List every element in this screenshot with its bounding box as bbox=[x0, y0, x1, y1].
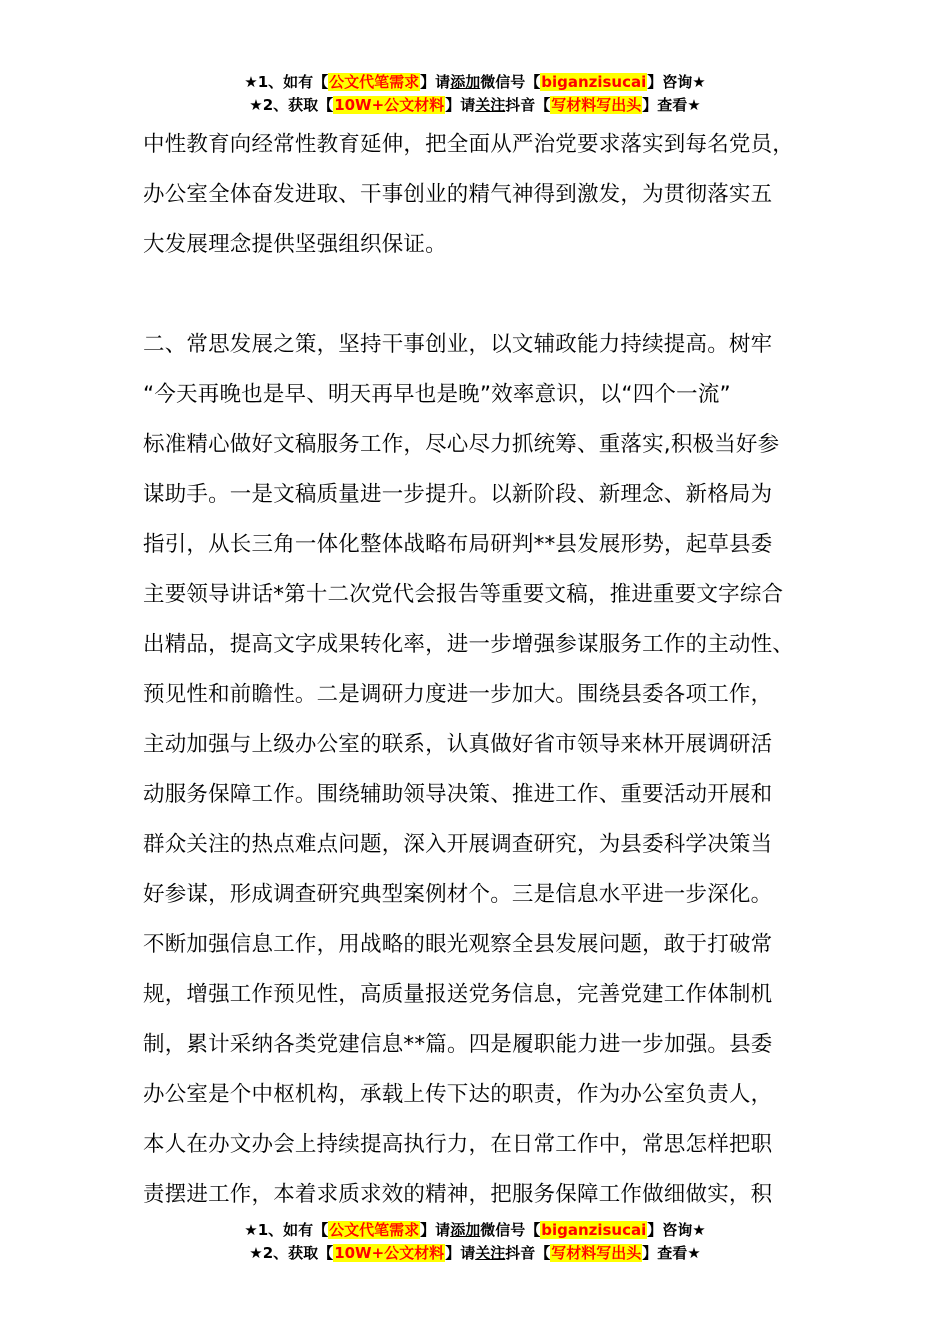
footer-banner bbox=[0, 1219, 950, 1265]
highlight-douyin-account: 写材料写出头 bbox=[551, 1244, 642, 1262]
banner-line-1 bbox=[0, 71, 950, 94]
banner-text: ★2、获取【 bbox=[249, 1244, 334, 1262]
banner-text: 】请 bbox=[445, 96, 476, 114]
underlined-text: 添加 bbox=[450, 73, 481, 91]
highlight-materials: 10W+公文材料 bbox=[334, 96, 445, 114]
text-line: 本人在办文办会上持续提高执行力，在日常工作中，常思怎样把职 bbox=[143, 1132, 773, 1157]
banner-text: 】咨询★ bbox=[647, 1221, 706, 1239]
text-line: 规，增强工作预见性，高质量报送党务信息，完善党建工作体制机 bbox=[143, 982, 773, 1007]
text-line: 办公室是个中枢机构，承载上传下达的职责，作为办公室负责人， bbox=[143, 1082, 773, 1107]
paragraph-1 bbox=[143, 120, 843, 270]
banner-text: 】咨询★ bbox=[647, 73, 706, 91]
underlined-text: 关注 bbox=[475, 1244, 506, 1262]
banner-text: 】请 bbox=[420, 1221, 451, 1239]
text-line: 不断加强信息工作，用战略的眼光观察全县发展问题，敢于打破常 bbox=[143, 932, 773, 957]
text-line: 办公室全体奋发进取、干事创业的精气神得到激发，为贯彻落实五 bbox=[143, 182, 773, 207]
banner-text: 】查看★ bbox=[642, 1244, 701, 1262]
text-line: 指引，从长三角一体化整体战略布局研判**县发展形势，起草县委 bbox=[143, 532, 773, 557]
highlight-wechat-id: biganzisucai bbox=[541, 73, 647, 91]
text-line: 责摆进工作，本着求质求效的精神，把服务保障工作做细做实，积 bbox=[143, 1182, 773, 1207]
highlight-materials: 10W+公文材料 bbox=[334, 1244, 445, 1262]
banner-line-1 bbox=[0, 1219, 950, 1242]
banner-text: 抖音【 bbox=[505, 1244, 551, 1262]
text-line: 大发展理念提供坚强组织保证。 bbox=[143, 232, 447, 257]
banner-text: ★2、获取【 bbox=[249, 96, 334, 114]
text-line: 标准精心做好文稿服务工作，尽心尽力抓统筹、重落实,积极当好参 bbox=[143, 432, 780, 457]
banner-text: ★1、如有【 bbox=[244, 1221, 329, 1239]
banner-text: ★1、如有【 bbox=[244, 73, 329, 91]
header-banner bbox=[0, 71, 950, 117]
text-line: 主动加强与上级办公室的联系，认真做好省市领导来林开展调研活 bbox=[143, 732, 773, 757]
banner-text: 】请 bbox=[445, 1244, 476, 1262]
text-line: 动服务保障工作。围绕辅助领导决策、推进工作、重要活动开展和 bbox=[143, 782, 773, 807]
paragraph-2 bbox=[143, 320, 843, 1220]
text-line: 谋助手。一是文稿质量进一步提升。以新阶段、新理念、新格局为 bbox=[143, 482, 773, 507]
text-line: 预见性和前瞻性。二是调研力度进一步加大。围绕县委各项工作， bbox=[143, 682, 773, 707]
highlight-wechat-id: biganzisucai bbox=[541, 1221, 647, 1239]
banner-text: 微信号【 bbox=[480, 1221, 541, 1239]
text-line: 制，累计采纳各类党建信息**篇。四是履职能力进一步加强。县委 bbox=[143, 1032, 773, 1057]
highlight-service: 公文代笔需求 bbox=[329, 1221, 420, 1239]
highlight-service: 公文代笔需求 bbox=[329, 73, 420, 91]
underlined-text: 关注 bbox=[475, 96, 506, 114]
text-line: 二、常思发展之策，坚持干事创业，以文辅政能力持续提高。树牢 bbox=[143, 332, 773, 357]
text-line: 好参谋，形成调查研究典型案例材个。三是信息水平进一步深化。 bbox=[143, 882, 773, 907]
highlight-douyin-account: 写材料写出头 bbox=[551, 96, 642, 114]
banner-text: 】查看★ bbox=[642, 96, 701, 114]
banner-line-2 bbox=[0, 1242, 950, 1265]
paragraph-spacer bbox=[143, 270, 843, 320]
text-line: 群众关注的热点难点问题，深入开展调查研究，为县委科学决策当 bbox=[143, 832, 773, 857]
banner-text: 抖音【 bbox=[505, 96, 551, 114]
text-line: 中性教育向经常性教育延伸，把全面从严治党要求落实到每名党员， bbox=[143, 132, 795, 157]
banner-text: 微信号【 bbox=[480, 73, 541, 91]
banner-line-2 bbox=[0, 94, 950, 117]
text-line: 主要领导讲话*第十二次党代会报告等重要文稿，推进重要文字综合 bbox=[143, 582, 784, 607]
underlined-text: 添加 bbox=[450, 1221, 481, 1239]
text-line: 出精品，提高文字成果转化率，进一步增强参谋服务工作的主动性、 bbox=[143, 632, 795, 657]
text-line: “今天再晚也是早、明天再早也是晚”效率意识，以“四个一流” bbox=[143, 382, 731, 407]
document-body bbox=[143, 120, 843, 1220]
banner-text: 】请 bbox=[420, 73, 451, 91]
